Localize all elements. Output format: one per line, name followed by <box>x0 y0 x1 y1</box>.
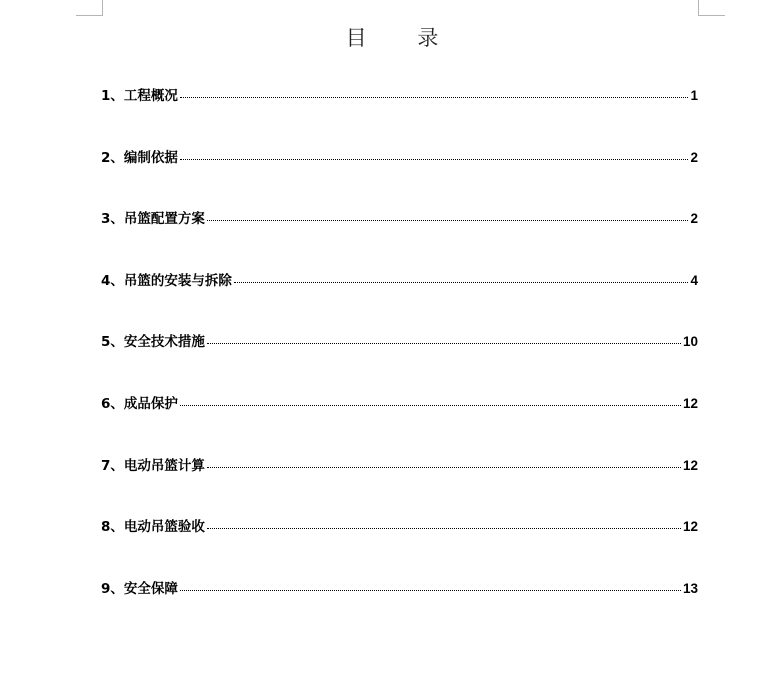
toc-entry-label: 7、电动吊篮计算 <box>101 457 205 474</box>
toc-entry-label: 8、电动吊篮验收 <box>101 519 205 536</box>
toc-entry-label: 9、安全保障 <box>101 580 178 597</box>
toc-entry-label: 4、吊篮的安装与拆除 <box>101 272 232 289</box>
margin-corner-mark-top-right <box>698 0 725 16</box>
toc-entry-page-number: 2 <box>690 149 698 165</box>
toc-entry-label: 1、工程概况 <box>101 88 178 104</box>
dot-leader <box>207 343 681 344</box>
toc-entry-1[interactable] <box>101 84 698 146</box>
dot-leader <box>234 282 689 283</box>
toc-entry-label: 2、编制依据 <box>101 149 178 166</box>
toc-entry-9[interactable] <box>101 577 698 639</box>
toc-entry-label: 6、成品保护 <box>101 395 178 412</box>
toc-entry-page-number: 13 <box>682 580 698 596</box>
toc-entry-2[interactable] <box>101 146 698 208</box>
toc-entry-8[interactable] <box>101 515 698 577</box>
dot-leader <box>180 405 681 406</box>
toc-entry-7[interactable] <box>101 454 698 516</box>
dot-leader <box>207 220 689 221</box>
dot-leader <box>207 467 681 468</box>
toc-entry-page-number: 12 <box>682 457 698 473</box>
toc-entry-page-number: 4 <box>690 272 698 288</box>
margin-corner-mark-top-left <box>76 0 103 16</box>
toc-entry-label: 5、安全技术措施 <box>101 334 205 351</box>
toc-entry-3[interactable] <box>101 207 698 269</box>
dot-leader <box>180 97 689 98</box>
page-title: 目 录 <box>345 26 461 50</box>
toc-entry-page-number: 1 <box>690 88 698 103</box>
dot-leader <box>180 590 681 591</box>
toc-entry-page-number: 10 <box>682 334 698 350</box>
toc-entry-page-number: 2 <box>690 211 698 227</box>
dot-leader <box>180 159 689 160</box>
toc-entry-6[interactable] <box>101 392 698 454</box>
toc-entry-page-number: 12 <box>682 519 698 535</box>
toc-entry-4[interactable] <box>101 269 698 331</box>
toc-entry-label: 3、吊篮配置方案 <box>101 211 205 228</box>
dot-leader <box>207 528 681 529</box>
table-of-contents <box>101 84 698 638</box>
toc-entry-5[interactable] <box>101 330 698 392</box>
toc-entry-page-number: 12 <box>682 395 698 411</box>
